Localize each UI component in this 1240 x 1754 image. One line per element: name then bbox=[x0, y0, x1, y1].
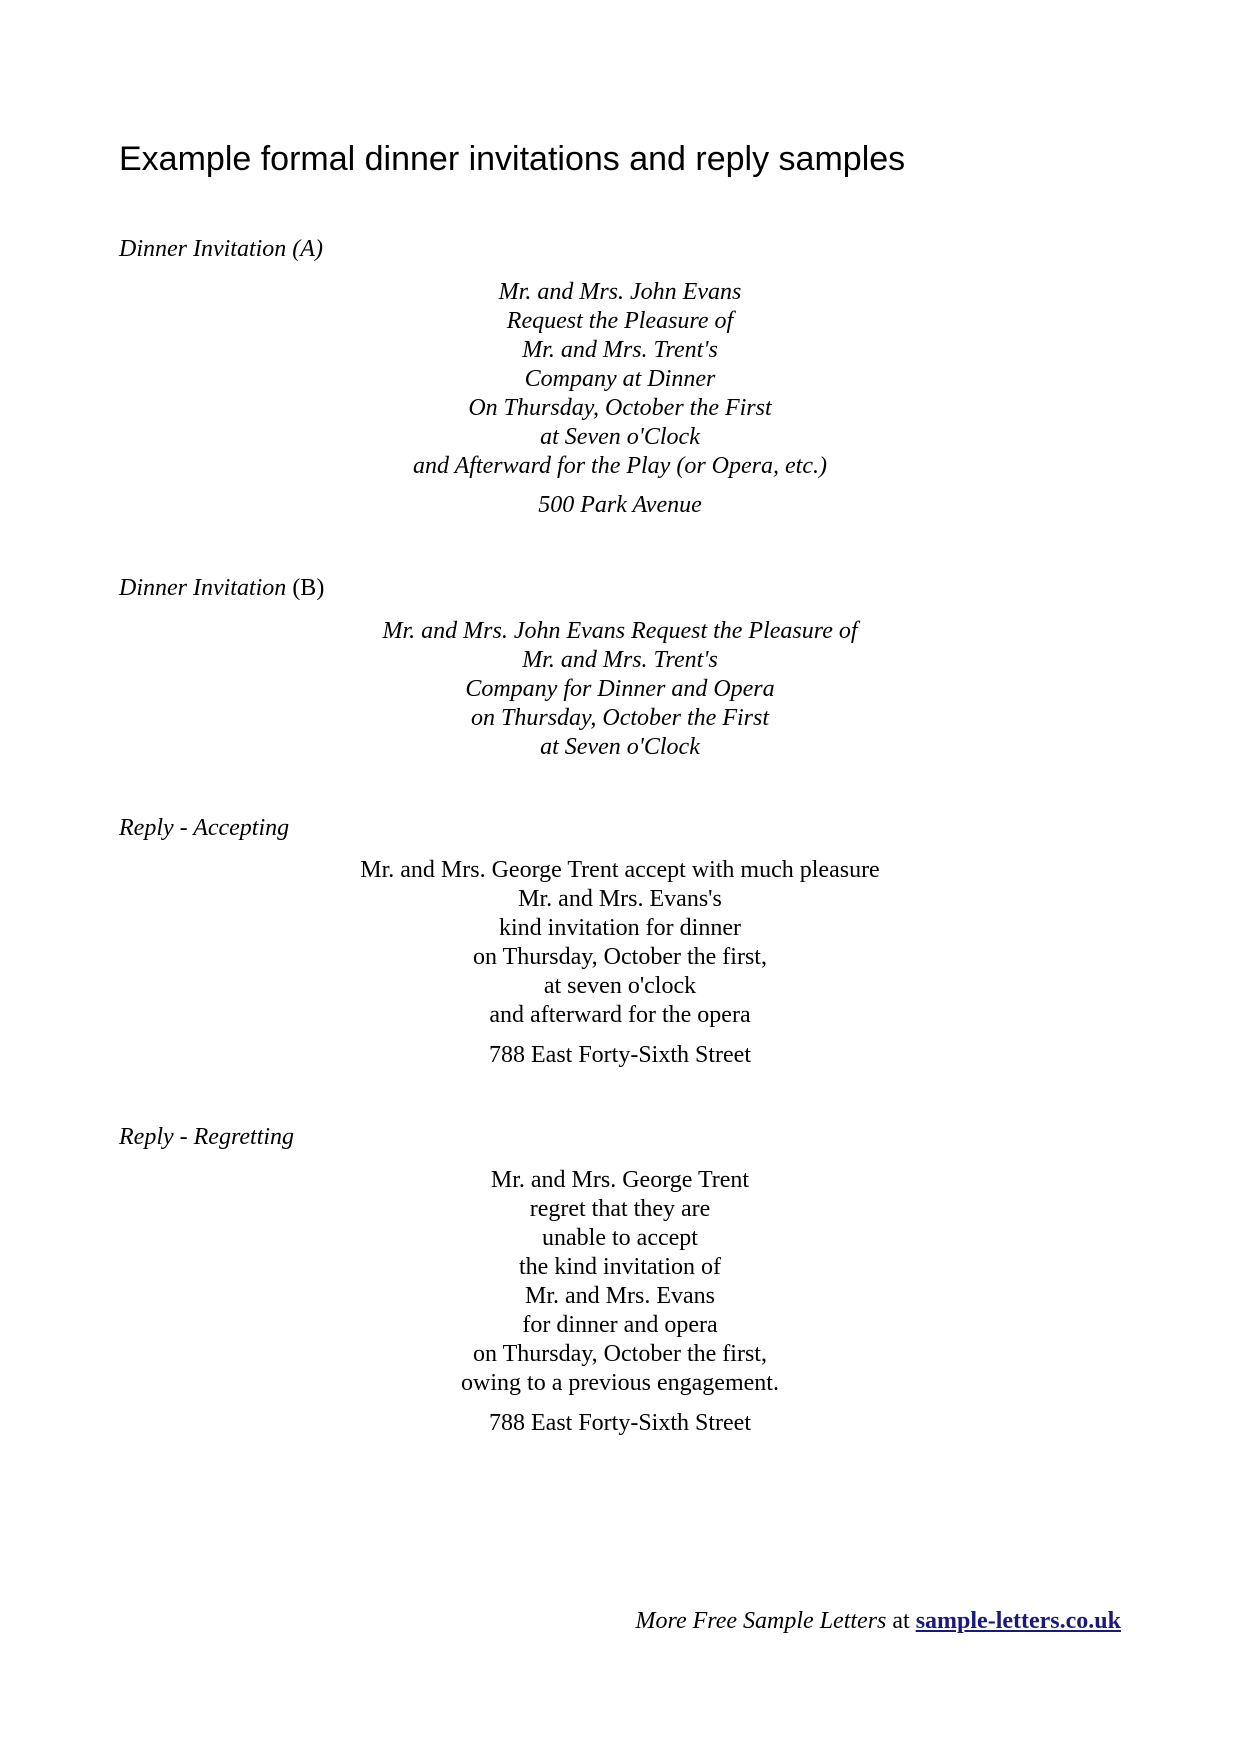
heading-text: Dinner Invitation (A) bbox=[119, 236, 323, 262]
reply-accepting-line: Mr. and Mrs. Evans's bbox=[518, 886, 722, 912]
heading-suffix: (B) bbox=[292, 575, 325, 601]
reply-regretting-line: regret that they are bbox=[529, 1196, 711, 1222]
section-heading-invitation-a bbox=[119, 236, 323, 263]
invitation-b-line: Mr. and Mrs. John Evans Request the Pleasure of bbox=[382, 618, 858, 644]
invitation-a-line: Company at Dinner bbox=[524, 366, 716, 392]
section-heading-invitation-b bbox=[119, 575, 324, 602]
reply-regretting-line: Mr. and Mrs. George Trent bbox=[490, 1167, 750, 1193]
page-title: Example formal dinner invitations and reply samples bbox=[119, 140, 906, 178]
invitation-b-line: Company for Dinner and Opera bbox=[465, 676, 775, 702]
footer bbox=[636, 1608, 1121, 1635]
section-heading-reply-regretting bbox=[119, 1124, 294, 1151]
heading-text: Dinner Invitation bbox=[119, 575, 287, 601]
invitation-a-line: Mr. and Mrs. Trent's bbox=[522, 337, 718, 363]
reply-regretting-address: 788 East Forty-Sixth Street bbox=[489, 1410, 751, 1436]
reply-accepting-line: on Thursday, October the first, bbox=[473, 944, 767, 970]
reply-accepting-address: 788 East Forty-Sixth Street bbox=[489, 1042, 751, 1068]
invitation-a-body bbox=[0, 278, 1240, 481]
sample-letters-link[interactable]: sample-letters.co.uk bbox=[915, 1608, 1121, 1634]
invitation-b-line: on Thursday, October the First bbox=[471, 705, 769, 731]
reply-regretting-line: Mr. and Mrs. Evans bbox=[525, 1283, 715, 1309]
reply-regretting-body bbox=[0, 1166, 1240, 1398]
reply-regretting-line: unable to accept bbox=[542, 1225, 698, 1251]
reply-regretting-line: for dinner and opera bbox=[522, 1312, 718, 1338]
invitation-a-line: Request the Pleasure of bbox=[506, 308, 734, 334]
reply-accepting-line: Mr. and Mrs. George Trent accept with much pleasure bbox=[360, 857, 880, 883]
footer-prefix: More Free Sample Letters bbox=[635, 1608, 887, 1634]
reply-regretting-line: the kind invitation of bbox=[519, 1254, 721, 1280]
invitation-a-address: 500 Park Avenue bbox=[538, 492, 702, 518]
invitation-b-body bbox=[0, 617, 1240, 762]
heading-text: Reply - Regretting bbox=[119, 1124, 295, 1150]
invitation-a-line: at Seven o'Clock bbox=[540, 424, 700, 450]
section-heading-reply-accepting bbox=[119, 815, 289, 842]
reply-regretting-line: on Thursday, October the first, bbox=[473, 1341, 767, 1367]
invitation-a-line: Mr. and Mrs. John Evans bbox=[498, 279, 742, 305]
invitation-b-line: at Seven o'Clock bbox=[540, 734, 700, 760]
reply-accepting-line: kind invitation for dinner bbox=[499, 915, 741, 941]
reply-accepting-body bbox=[0, 856, 1240, 1030]
invitation-a-line: On Thursday, October the First bbox=[468, 395, 772, 421]
reply-regretting-line: owing to a previous engagement. bbox=[461, 1370, 779, 1396]
heading-text: Reply - Accepting bbox=[119, 815, 290, 841]
footer-connector: at bbox=[892, 1608, 910, 1634]
reply-accepting-line: at seven o'clock bbox=[543, 973, 697, 999]
reply-accepting-line: and afterward for the opera bbox=[489, 1002, 751, 1028]
invitation-b-line: Mr. and Mrs. Trent's bbox=[522, 647, 718, 673]
invitation-a-line: and Afterward for the Play (or Opera, etc.) bbox=[413, 453, 827, 479]
